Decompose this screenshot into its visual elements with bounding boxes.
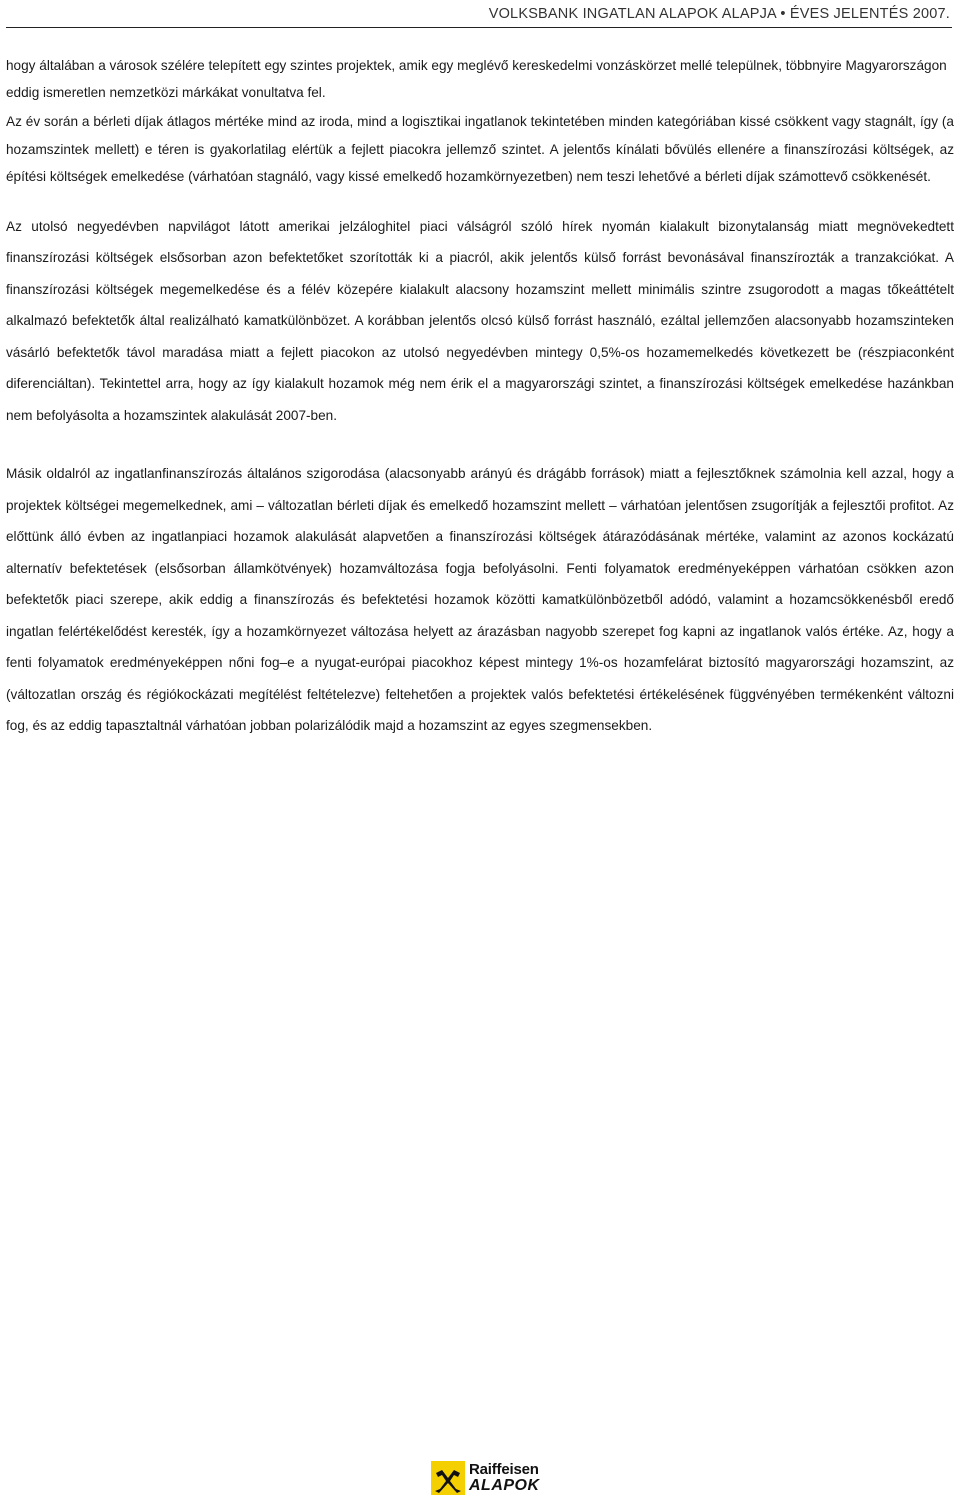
header-divider — [6, 27, 952, 28]
page-header: VOLKSBANK INGATLAN ALAPOK ALAPJA • ÉVES JELENTÉS 2007. — [488, 6, 950, 22]
raiffeisen-alapok-logo — [431, 1461, 551, 1495]
document-body — [6, 52, 954, 769]
raiffeisen-gable-cross-icon — [431, 1461, 465, 1495]
logo-wordmark-bottom: ALAPOK — [469, 1477, 540, 1494]
logo-wordmark-top: Raiffeisen — [469, 1461, 539, 1478]
paragraph-4: Másik oldalról az ingatlanfinanszírozás általános szigorodása (alacsonyabb arányú és drágább források) miatt a fejlesztőknek számolnia kell azzal, hogy a projektek költségei megemelkednek, ami – változatlan bérleti díjak és emelkedő hozamszint mellett – várhatóan jelentősen zsugorítják a fejlesztői profitot. Az előttünk álló évben az ingatlanpiaci hozamok alakulását alapvetően a finanszírozási költségek átárazódásának mértéke, valamint az azonos kockázatú alternatív befektetések (elsősorban államkötvények) hozamváltozása fogja befolyásolni. Fenti folyamatok eredményeképpen várhatóan csökken azon befektetők piaci szerepe, akik eddig a finanszírozás és befektetési hozamok közötti kamatkülönbözetből adódó, valamint a hozamcsökkenésből eredő ingatlan felértékelődést keresték, így a hozamkörnyezet változása helyett az árazásban nagyobb szerepet fog kapni az ingatlanok valós értéke. Az, hogy a fenti folyamatok eredményeképpen nőni fog–e a nyugat-európai piacokhoz képest mintegy 1%-os hozamfelárat biztosító magyarországi hozamszint, az (változatlan ország és régiókockázati megítélést feltételezve) feltehetően a projektek valós befektetési értékelésének függvényében termékenként változni fog, és az eddig tapasztaltnál várhatóan jobban polarizálódik majd a hozamszint az egyes szegmensekben. — [6, 466, 954, 733]
paragraph-2: Az év során a bérleti díjak átlagos mértéke mind az iroda, mind a logisztikai ingatlanok tekintetében minden kategóriában kissé csökkent vagy stagnált, így (a hozamszintek mellett) e téren is gyakorlatilag elértük a fejlett piacokra jellemző szintet. A jelentős kínálati bővülés ellenére a finanszírozási költségek, az építési költségek emelkedése (várhatóan stagnáló, vagy kissé emelkedő hozamkörnyezetben) nem teszi lehetővé a bérleti díjak számottevő csökkenését. — [6, 114, 954, 184]
paragraph-3: Az utolsó negyedévben napvilágot látott amerikai jelzáloghitel piaci válságról szóló hírek nyomán kialakult bizonytalanság miatt megnövekedtett finanszírozási költségek elsősorban azon befektetőket szorították ki a piacról, akik jelentős külső forrást bevonásával finanszírozták a tranzakciókat. A finanszírozási költségek megemelkedése és a félév közepére kialakult alacsony hozamszint mellett minimális szintre zsugorodott a magas tőkeáttételt alkalmazó befektetők által realizálható kamatkülönbözet. A korábban jelentős olcsó külső forrást használó, ezáltal jellemzően alacsonyabb hozamszinteken vásárló befektetők távol maradása miatt a fejlett piacokon az utolsó negyedévben mintegy 0,5%-os hozamemelkedés következett be (részpiaconként diferenciáltan). Tekintettel arra, hogy az így kialakult hozamok még nem érik el a magyarországi szintet, a finanszírozási költségek emelkedése hazánkban nem befolyásolta a hozamszintek alakulását 2007-ben. — [6, 218, 954, 423]
paragraph-1: hogy általában a városok szélére telepített egy szintes projektek, amik egy meglévő kereskedelmi vonzáskörzet mellé települnek, többnyire Magyarországon eddig ismeretlen nemzetközi márkákat vonultatva fel. — [6, 58, 947, 100]
